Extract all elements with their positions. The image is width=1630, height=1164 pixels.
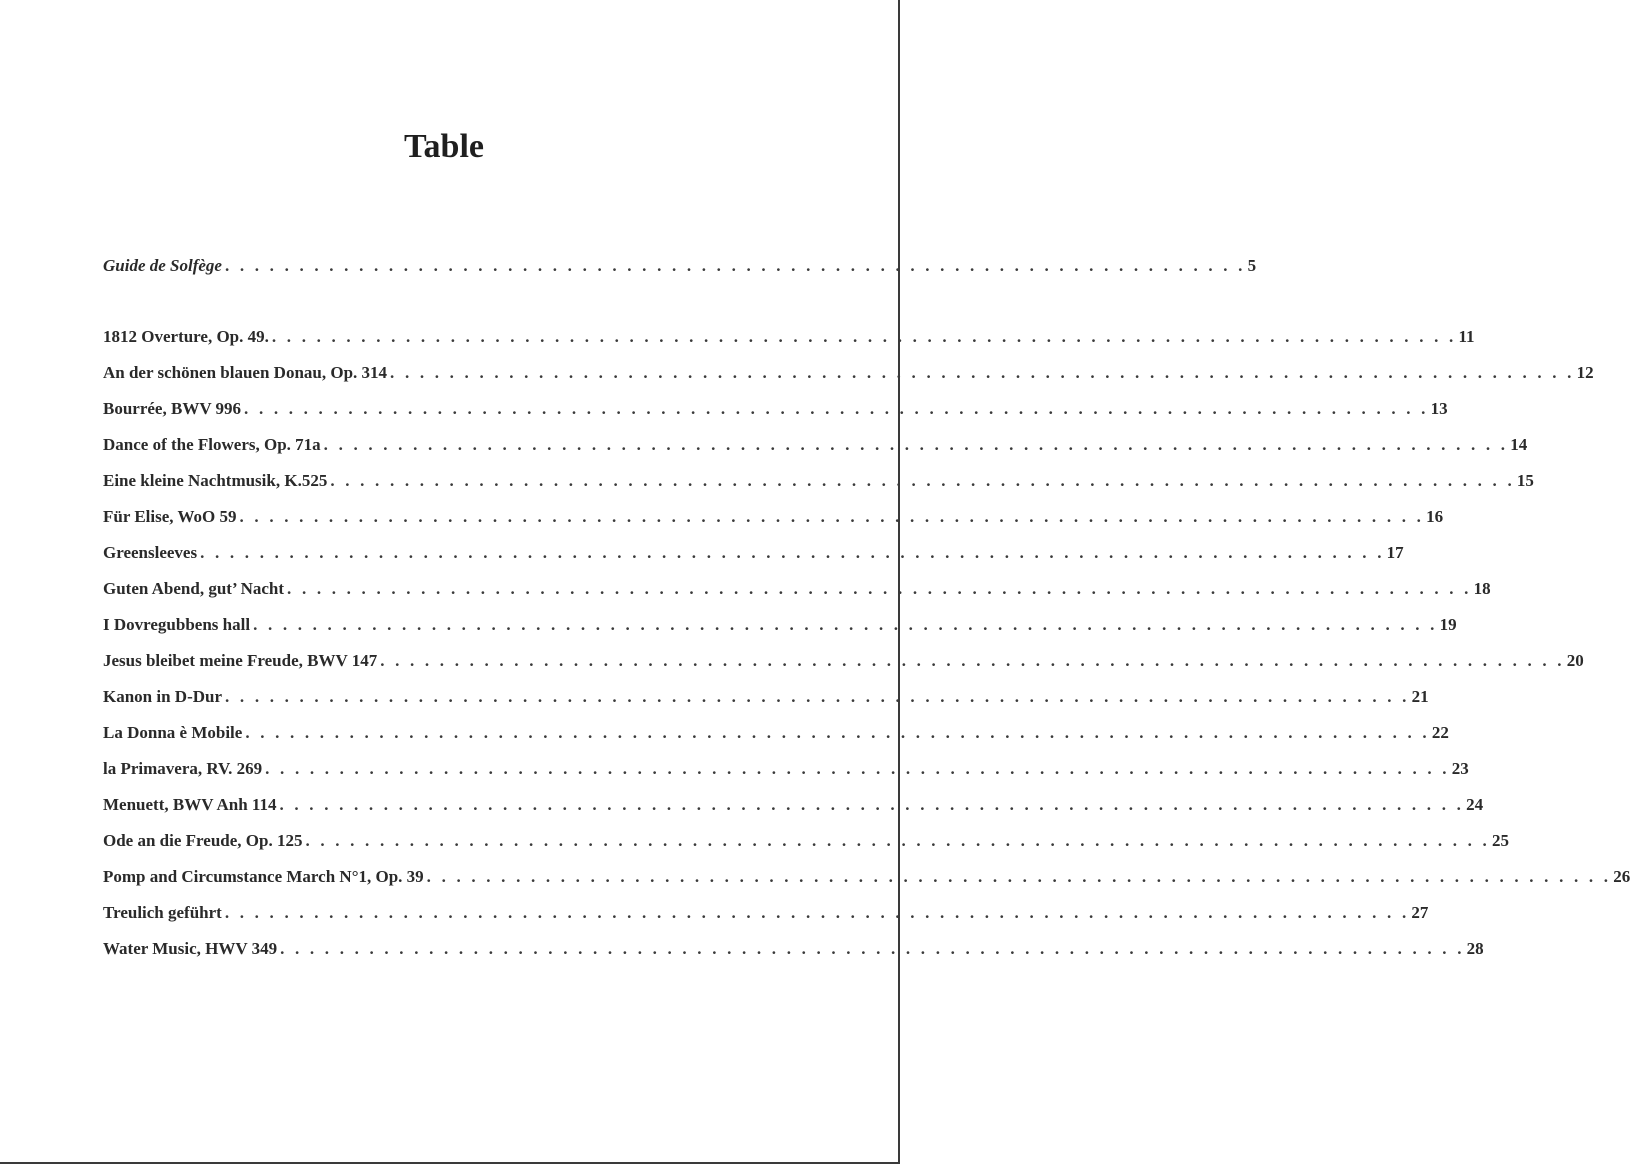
toc-page-number: 11	[1458, 327, 1475, 346]
dot-leader: . . . . . . . . . . . . . . . . . . . . . . . . . . . . . . . . . . . . . . . . . . . . . . . . . . . . . . . . . . . . . . . . . . . . . . . . . . . . . . . .	[380, 651, 1565, 670]
toc-entry[interactable]	[103, 939, 1484, 961]
toc-entry[interactable]	[103, 543, 1404, 565]
toc-entry[interactable]	[103, 435, 1528, 457]
dot-leader: . . . . . . . . . . . . . . . . . . . . . . . . . . . . . . . . . . . . . . . . . . . . . . . . . . . . . . . . . . . . . . . . . . . . . . . . . . . . . . . .	[279, 795, 1465, 814]
toc-entry[interactable]	[103, 867, 1630, 889]
toc-page-number: 24	[1466, 795, 1484, 814]
toc-entry-label: Treulich geführt	[103, 903, 222, 922]
toc-entry-label: Bourrée, BWV 996	[103, 399, 242, 418]
dot-leader: . . . . . . . . . . . . . . . . . . . . . . . . . . . . . . . . . . . . . . . . . . . . . . . . . . . . . . . . . . . . . . . . . . . . . . . . . . . . . . . .	[265, 759, 1450, 778]
toc-entry-label: Greensleeves	[103, 543, 198, 562]
dot-leader: . . . . . . . . . . . . . . . . . . . . . . . . . . . . . . . . . . . . . . . . . . . . . . . . . . . . . . . . . . . . . . . . . . . . . . . . . . . . . . . .	[200, 543, 1385, 562]
toc-page-number: 14	[1510, 435, 1528, 454]
toc-entry-label: Menuett, BWV Anh 114	[103, 795, 277, 814]
toc-page-number: 26	[1613, 867, 1630, 886]
toc-entry-label: 1812 Overture, Op. 49.	[103, 327, 269, 346]
toc-entry[interactable]	[103, 615, 1457, 637]
toc-entry-label: Für Elise, WoO 59	[103, 507, 237, 526]
dot-leader: . . . . . . . . . . . . . . . . . . . . . . . . . . . . . . . . . . . . . . . . . . . . . . . . . . . . . . . . . . . . . . . . . . . . .	[224, 256, 1246, 275]
dot-leader: . . . . . . . . . . . . . . . . . . . . . . . . . . . . . . . . . . . . . . . . . . . . . . . . . . . . . . . . . . . . . . . . . . . . . . . . . . . . . . . .	[253, 615, 1438, 634]
toc-entry[interactable]	[103, 795, 1484, 817]
dot-leader: . . . . . . . . . . . . . . . . . . . . . . . . . . . . . . . . . . . . . . . . . . . . . . . . . . . . . . . . . . . . . . . . . . . . . . . . . . . . . . . .	[245, 723, 1430, 742]
toc-entry-label: La Donna è Mobile	[103, 723, 243, 742]
toc-entry-label: Pomp and Circumstance March N°1, Op. 39	[103, 867, 424, 886]
dot-leader: . . . . . . . . . . . . . . . . . . . . . . . . . . . . . . . . . . . . . . . . . . . . . . . . . . . . . . . . . . . . . . . . . . . . . . . . . . . . . . . .	[271, 327, 1457, 346]
toc-entry-label: I Dovregubbens hall	[103, 615, 251, 634]
toc-entry-label: Guten Abend, gut’ Nacht	[103, 579, 285, 598]
toc-page-number: 23	[1451, 759, 1469, 778]
dot-leader: . . . . . . . . . . . . . . . . . . . . . . . . . . . . . . . . . . . . . . . . . . . . . . . . . . . . . . . . . . . . . . . . . . . . . . . . . . . . . . . .	[244, 399, 1429, 418]
toc-entry[interactable]	[103, 831, 1510, 853]
dot-leader: . . . . . . . . . . . . . . . . . . . . . . . . . . . . . . . . . . . . . . . . . . . . . . . . . . . . . . . . . . . . . . . . . . . . . . . . . . . . . . . .	[287, 579, 1472, 598]
toc-entry[interactable]	[103, 507, 1444, 529]
toc-entry-label: Water Music, HWV 349	[103, 939, 278, 958]
toc-entry-label: Ode an die Freude, Op. 125	[103, 831, 303, 850]
toc-page-number: 12	[1576, 363, 1594, 382]
toc-page-number: 27	[1411, 903, 1429, 922]
toc-entry[interactable]	[103, 687, 1429, 709]
toc-entry[interactable]	[103, 651, 1584, 673]
dot-leader: . . . . . . . . . . . . . . . . . . . . . . . . . . . . . . . . . . . . . . . . . . . . . . . . . . . . . . . . . . . . . . . . . . . . . . . . . . . . . . . .	[390, 363, 1575, 382]
dot-leader: . . . . . . . . . . . . . . . . . . . . . . . . . . . . . . . . . . . . . . . . . . . . . . . . . . . . . . . . . . . . . . . . . . . . . . . . . . . . . . . .	[224, 903, 1410, 922]
toc-entry[interactable]	[103, 759, 1469, 781]
page-title: Table	[403, 128, 484, 165]
toc-entry-label: Kanon in D-Dur	[103, 687, 223, 706]
toc-page-number: 20	[1566, 651, 1584, 670]
toc-entry-label: Jesus bleibet meine Freude, BWV 147	[103, 651, 378, 670]
toc-entry[interactable]	[103, 363, 1594, 385]
toc-entry-label: An der schönen blauen Donau, Op. 314	[103, 363, 388, 382]
toc-page-number: 18	[1473, 579, 1491, 598]
dot-leader: . . . . . . . . . . . . . . . . . . . . . . . . . . . . . . . . . . . . . . . . . . . . . . . . . . . . . . . . . . . . . . . . . . . . . . . . . . . . . . . .	[239, 507, 1425, 526]
dot-leader: . . . . . . . . . . . . . . . . . . . . . . . . . . . . . . . . . . . . . . . . . . . . . . . . . . . . . . . . . . . . . . . . . . . . . . . . . . . . . . . .	[280, 939, 1465, 958]
toc-page-number: 13	[1430, 399, 1448, 418]
dot-leader: . . . . . . . . . . . . . . . . . . . . . . . . . . . . . . . . . . . . . . . . . . . . . . . . . . . . . . . . . . . . . . . . . . . . . . . . . . . . . . . .	[225, 687, 1410, 706]
toc-entry-label: la Primavera, RV. 269	[103, 759, 263, 778]
toc-entry[interactable]	[103, 723, 1449, 745]
dot-leader: . . . . . . . . . . . . . . . . . . . . . . . . . . . . . . . . . . . . . . . . . . . . . . . . . . . . . . . . . . . . . . . . . . . . . . . . . . . . . . . .	[330, 471, 1515, 490]
dot-leader: . . . . . . . . . . . . . . . . . . . . . . . . . . . . . . . . . . . . . . . . . . . . . . . . . . . . . . . . . . . . . . . . . . . . . . . . . . . . . . . .	[305, 831, 1491, 850]
toc-page-number: 28	[1466, 939, 1484, 958]
toc-page-number: 25	[1492, 831, 1510, 850]
toc-page-number: 16	[1426, 507, 1444, 526]
toc-entry[interactable]	[103, 579, 1491, 601]
toc-entry-label: Guide de Solfège	[103, 256, 222, 275]
toc-page-number: 19	[1439, 615, 1457, 634]
toc-page-number: 21	[1411, 687, 1429, 706]
toc-page-number: 22	[1431, 723, 1449, 742]
toc-page-number: 17	[1386, 543, 1404, 562]
dot-leader: . . . . . . . . . . . . . . . . . . . . . . . . . . . . . . . . . . . . . . . . . . . . . . . . . . . . . . . . . . . . . . . . . . . . . . . . . . . . . . . .	[426, 867, 1612, 886]
toc-intro-entry[interactable]	[103, 256, 1257, 278]
toc-entry[interactable]	[103, 471, 1534, 493]
toc-page-number: 5	[1247, 256, 1257, 275]
toc-entry[interactable]	[103, 399, 1448, 421]
dot-leader: . . . . . . . . . . . . . . . . . . . . . . . . . . . . . . . . . . . . . . . . . . . . . . . . . . . . . . . . . . . . . . . . . . . . . . . . . . . . . . . .	[323, 435, 1509, 454]
toc-entry-label: Dance of the Flowers, Op. 71a	[103, 435, 321, 454]
toc-entry[interactable]	[103, 327, 1475, 349]
toc-entry-label: Eine kleine Nachtmusik, K.525	[103, 471, 328, 490]
toc-page-number: 15	[1516, 471, 1534, 490]
toc-entry[interactable]	[103, 903, 1429, 925]
